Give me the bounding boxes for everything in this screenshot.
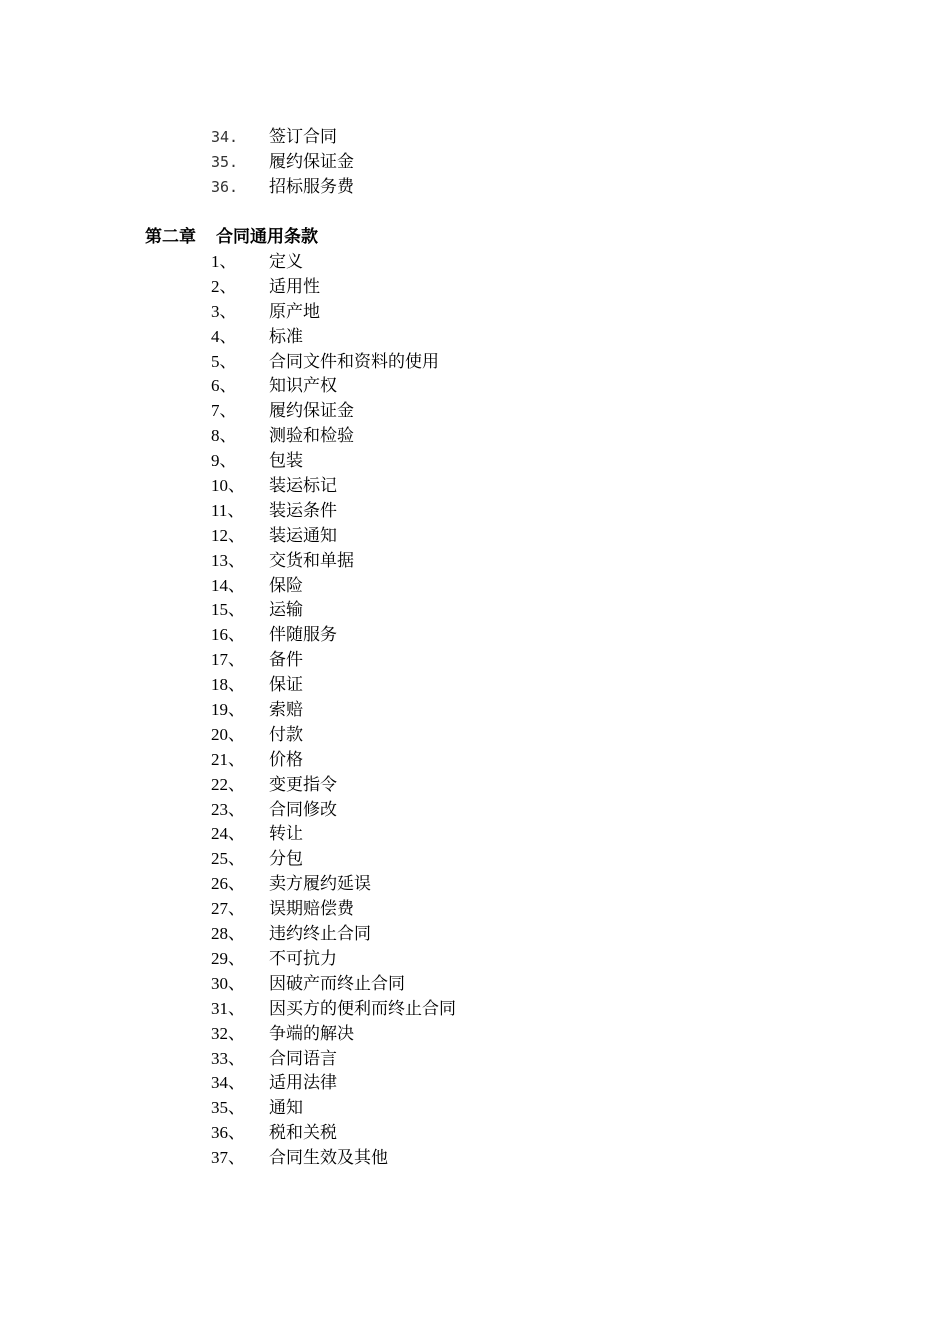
clause-title: 因买方的便利而终止合同 — [269, 998, 456, 1019]
item-text: 签订合同 — [269, 127, 337, 147]
clause-title: 因破产而终止合同 — [269, 973, 405, 994]
clause-number: 27、 — [211, 899, 245, 919]
clause-title: 价格 — [269, 749, 303, 770]
clause-number: 16、 — [211, 625, 245, 645]
clause-number: 15、 — [211, 600, 245, 620]
clause-title: 不可抗力 — [269, 948, 337, 969]
list-item — [211, 648, 456, 673]
list-item — [211, 1121, 456, 1146]
clause-title: 转让 — [269, 824, 303, 845]
list-item — [211, 922, 456, 947]
clause-title: 保险 — [269, 575, 303, 596]
list-item — [211, 574, 456, 599]
clause-number: 32、 — [211, 1023, 245, 1043]
list-item — [211, 598, 456, 623]
clause-number: 5、 — [211, 351, 237, 371]
clause-number: 21、 — [211, 749, 245, 769]
list-item — [211, 449, 456, 474]
clause-number: 31、 — [211, 998, 245, 1018]
clause-number: 11、 — [211, 500, 245, 520]
clause-number: 23、 — [211, 799, 245, 819]
clause-title: 保证 — [269, 675, 303, 696]
list-item — [211, 1096, 456, 1121]
clause-number: 29、 — [211, 948, 245, 968]
clause-title: 付款 — [269, 724, 303, 745]
list-item — [211, 822, 456, 847]
clause-title: 适用法律 — [269, 1073, 337, 1094]
clause-title: 备件 — [269, 650, 303, 671]
clause-title: 定义 — [269, 252, 303, 272]
list-item — [211, 250, 456, 275]
clause-title: 装运条件 — [269, 500, 337, 521]
list-item — [211, 549, 456, 574]
clause-number: 36、 — [211, 1123, 245, 1143]
clause-number: 1、 — [211, 252, 237, 271]
clause-list — [211, 250, 456, 1171]
list-item — [211, 698, 456, 723]
clause-number: 14、 — [211, 575, 245, 595]
clause-number: 7、 — [211, 401, 237, 421]
clause-title: 伴随服务 — [269, 625, 337, 646]
clause-title: 原产地 — [269, 301, 320, 322]
clause-number: 20、 — [211, 724, 245, 744]
list-item — [211, 897, 456, 922]
clause-title: 争端的解决 — [269, 1023, 354, 1044]
clause-title: 违约终止合同 — [269, 924, 371, 945]
clause-title: 合同修改 — [269, 799, 337, 820]
clause-title: 包装 — [269, 451, 303, 472]
list-item — [211, 524, 456, 549]
chapter-label: 第二章 — [145, 227, 196, 247]
clause-title: 履约保证金 — [269, 401, 354, 422]
clause-number: 26、 — [211, 874, 245, 894]
clause-number: 30、 — [211, 973, 245, 993]
clause-number: 19、 — [211, 700, 245, 720]
list-item — [211, 325, 456, 350]
list-item — [211, 399, 456, 424]
list-item — [211, 1071, 456, 1096]
list-item — [211, 275, 456, 300]
item-number: 34. — [211, 128, 239, 146]
list-item — [211, 673, 456, 698]
clause-number: 6、 — [211, 376, 237, 396]
clause-number: 25、 — [211, 849, 245, 869]
list-item — [211, 374, 456, 399]
clause-title: 卖方履约延误 — [269, 874, 371, 895]
clause-title: 测验和检验 — [269, 426, 354, 447]
clause-title: 通知 — [269, 1098, 303, 1119]
clause-title: 标准 — [269, 326, 303, 347]
clause-title: 交货和单据 — [269, 550, 354, 571]
clause-title: 合同语言 — [269, 1048, 337, 1069]
clause-number: 34、 — [211, 1073, 245, 1093]
clause-number: 33、 — [211, 1048, 245, 1068]
list-item — [211, 1146, 456, 1171]
clause-number: 35、 — [211, 1098, 245, 1118]
item-text: 履约保证金 — [269, 152, 354, 172]
list-item — [211, 150, 354, 175]
clause-title: 合同文件和资料的使用 — [269, 351, 439, 372]
list-item — [211, 947, 456, 972]
list-item — [211, 1047, 456, 1072]
previous-section-list — [211, 125, 354, 200]
chapter-title: 合同通用条款 — [216, 227, 318, 247]
list-item — [211, 474, 456, 499]
clause-title: 索赔 — [269, 700, 303, 721]
clause-number: 9、 — [211, 451, 237, 471]
list-item — [211, 623, 456, 648]
list-item — [211, 773, 456, 798]
clause-title: 变更指令 — [269, 774, 337, 795]
clause-title: 税和关税 — [269, 1123, 337, 1144]
clause-number: 12、 — [211, 525, 245, 545]
clause-title: 运输 — [269, 600, 303, 621]
clause-title: 误期赔偿费 — [269, 899, 354, 920]
clause-number: 17、 — [211, 650, 245, 670]
clause-number: 3、 — [211, 301, 237, 321]
list-item — [211, 972, 456, 997]
item-number: 36. — [211, 178, 239, 196]
list-item — [211, 350, 456, 375]
clause-title: 合同生效及其他 — [269, 1148, 388, 1169]
list-item — [211, 748, 456, 773]
clause-title: 装运标记 — [269, 476, 337, 497]
list-item — [211, 300, 456, 325]
list-item — [211, 997, 456, 1022]
clause-title: 适用性 — [269, 276, 320, 297]
item-text: 招标服务费 — [269, 177, 354, 197]
list-item — [211, 499, 456, 524]
clause-number: 22、 — [211, 774, 245, 794]
clause-number: 2、 — [211, 276, 237, 296]
clause-number: 18、 — [211, 675, 245, 695]
clause-number: 28、 — [211, 924, 245, 944]
list-item — [211, 424, 456, 449]
clause-title: 知识产权 — [269, 376, 337, 397]
clause-number: 37、 — [211, 1148, 245, 1168]
clause-title: 装运通知 — [269, 525, 337, 546]
clause-number: 10、 — [211, 476, 245, 496]
list-item — [211, 175, 354, 200]
list-item — [211, 872, 456, 897]
clause-number: 8、 — [211, 426, 237, 446]
clause-title: 分包 — [269, 849, 303, 870]
list-item — [211, 125, 354, 150]
chapter-heading — [145, 225, 318, 250]
clause-number: 13、 — [211, 550, 245, 570]
clause-number: 4、 — [211, 326, 237, 346]
list-item — [211, 1022, 456, 1047]
list-item — [211, 847, 456, 872]
clause-number: 24、 — [211, 824, 245, 844]
list-item — [211, 798, 456, 823]
item-number: 35. — [211, 153, 239, 171]
list-item — [211, 723, 456, 748]
